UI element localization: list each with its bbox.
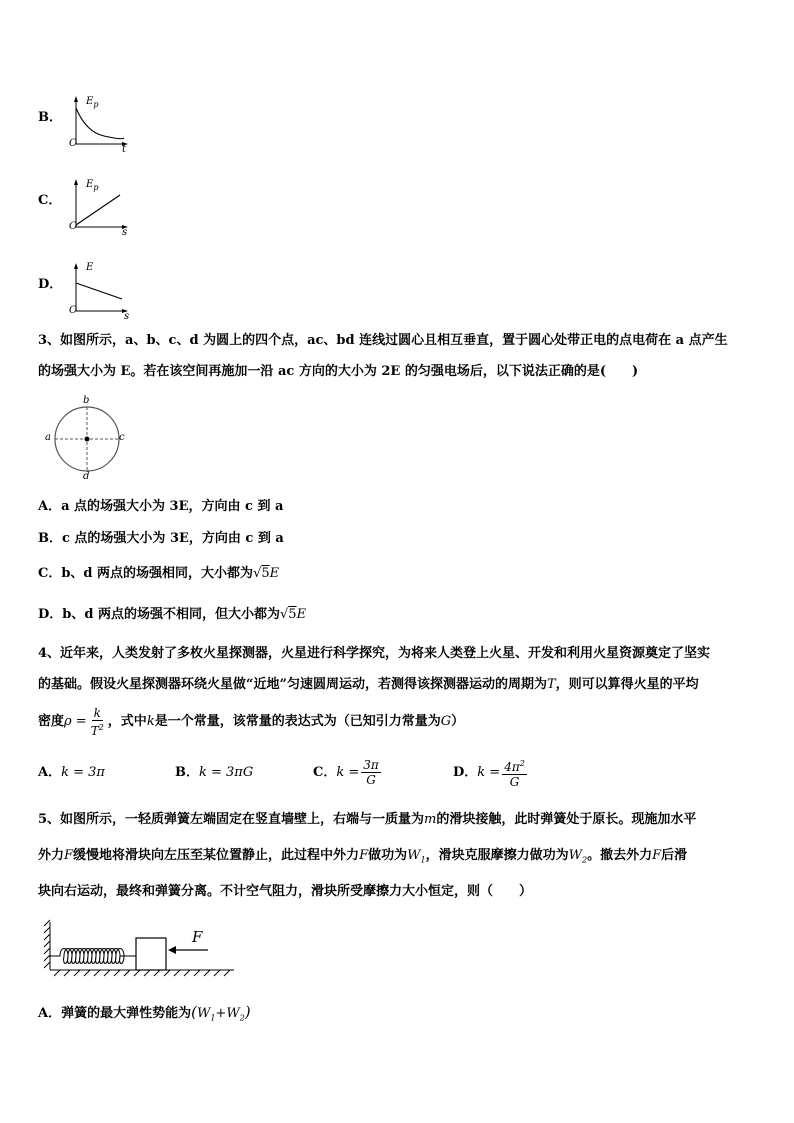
block: [136, 938, 166, 970]
q4-line2: 的基础。假设火星探测器环绕火星做“近地”匀速圆周运动，若测得该探测器运动的周期为T，则可以算得火星的平均: [38, 677, 699, 692]
q5-option-A: A．弹簧的最大弹性势能为$(W_1+W_2)$: [38, 1003, 251, 1023]
graph-B-ylabel: $E_p$: [86, 96, 99, 109]
circle-label-b: b: [83, 395, 90, 406]
q3-option-A: A．a 点的场强大小为 3E，方向由 c 到 a: [38, 499, 284, 514]
q4-option-D: D．k = $\frac{4\pi^2}{G}$: [453, 758, 525, 789]
q3-option-B: B．c 点的场强大小为 3E，方向由 c 到 a: [38, 531, 284, 546]
q3-option-C: C．b、d 两点的场强相同，大小都为√5E: [38, 566, 280, 581]
force-arrow: [168, 946, 176, 954]
graph-D-origin: O: [69, 305, 78, 316]
q4-option-A: A．k = 3π: [38, 765, 105, 780]
q4-option-C: C．k = $\frac{3\pi}{G}$: [313, 758, 379, 787]
line-increasing: [76, 195, 120, 225]
q4-line3: 密度ρ = $\frac{k}{T^2}$ ，式中k是一个常量，该常量的表达式为（已知引力常量为G）: [38, 705, 465, 738]
q3-option-D: D．b、d 两点的场强不相同，但大小都为√5E: [38, 607, 307, 622]
q5-line1: 5、如图所示，一轻质弹簧左端固定在竖直墙壁上，右端与一质量为m的滑块接触，此时弹簧处于原长。现施加水平: [38, 812, 697, 827]
graph-C-ylabel: $E_p$: [86, 179, 99, 192]
graph-D-ylabel: E: [86, 262, 94, 273]
force-label: F: [192, 928, 203, 946]
circle-label-c: c: [119, 432, 125, 443]
graph-B-origin: O: [69, 138, 78, 149]
graph-B-xlabel: t: [122, 144, 127, 155]
circle-label-a: a: [45, 432, 51, 443]
graph-C-xlabel: s: [122, 227, 128, 238]
q5-line2: 外力F缓慢地将滑块向左压至某位置静止，此过程中外力F做功为$W_1$，滑块克服摩擦力做功为$W_2$。撤去外力F后滑: [38, 848, 688, 865]
graph-C-origin: O: [69, 221, 78, 232]
spring-block-diagram: [40, 916, 240, 978]
circle-label-d: d: [83, 471, 90, 482]
q3-line1: 3、如图所示，a、b、c、d 为圆上的四个点，ac、bd 连线过圆心且相互垂直，置于圆心处带正电的点电荷在 a 点产生: [38, 333, 728, 348]
line-decreasing: [76, 283, 122, 299]
option-C-label: C．: [38, 193, 62, 208]
q4-line1: 4、近年来，人类发射了多枚火星探测器，火星进行科学探究，为将来人类登上火星、开发和利用火星资源奠定了坚实: [38, 646, 711, 661]
q4-option-B: B．k = 3πG: [175, 765, 254, 780]
graph-D-xlabel: s: [124, 311, 130, 322]
spring: [50, 949, 136, 964]
option-B-label: B．: [38, 110, 62, 125]
center-charge: [85, 437, 90, 442]
q5-line3: 块向右运动，最终和弹簧分离。不计空气阻力，滑块所受摩擦力大小恒定，则（ ）: [38, 884, 533, 899]
q3-line2: 的场强大小为 E。若在该空间再施加一沿 ac 方向的大小为 2E 的匀强电场后，以下说法正确的是( ): [38, 364, 639, 379]
option-D-label: D．: [38, 277, 63, 292]
curve-decay: [76, 108, 124, 139]
